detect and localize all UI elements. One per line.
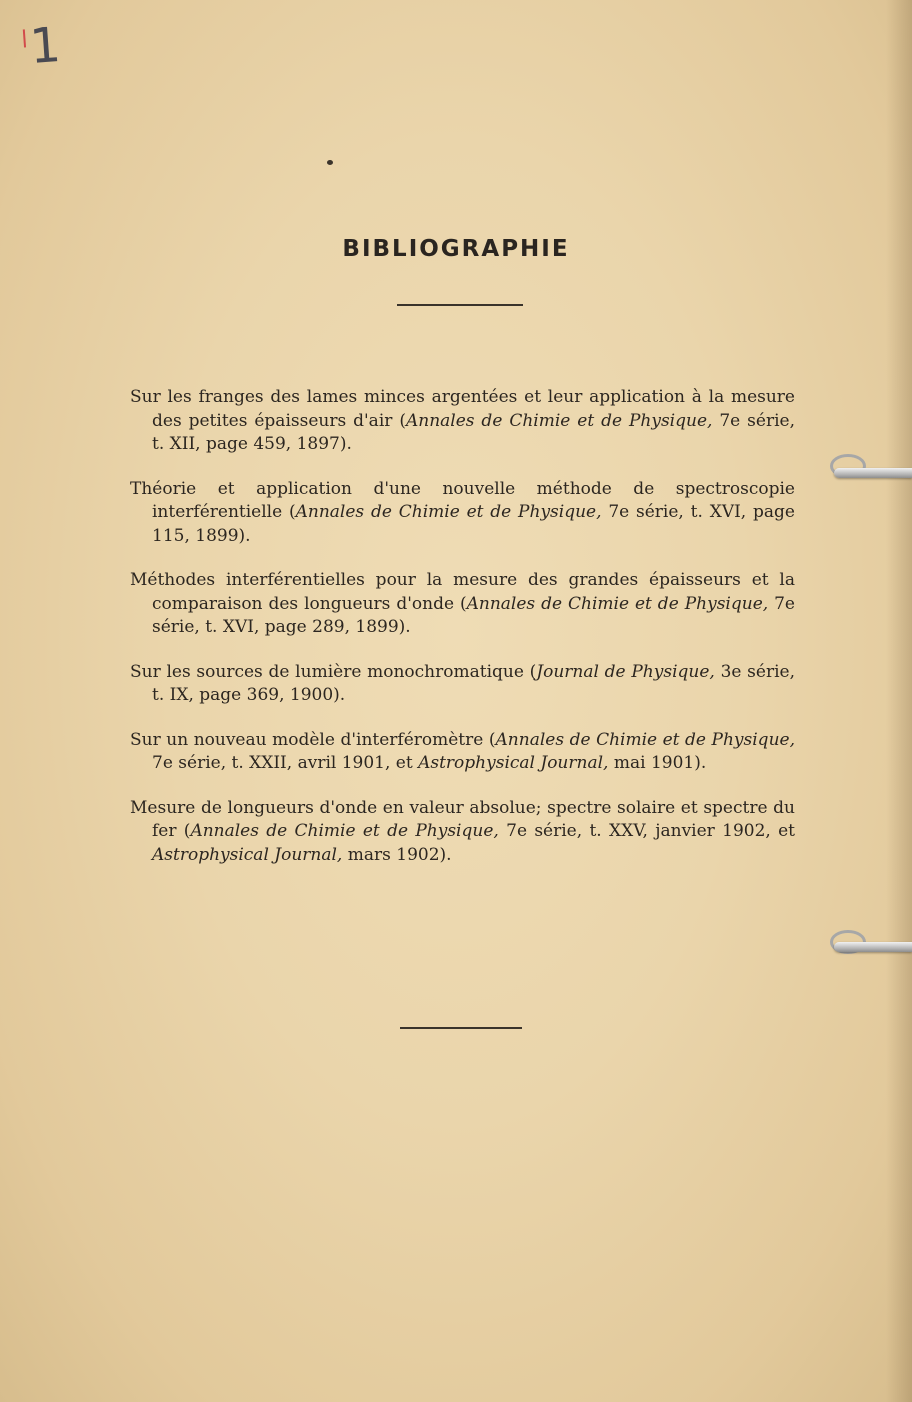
binding-staple <box>834 468 912 478</box>
entry-journal: Annales de Chimie et de Physique, <box>295 502 602 522</box>
bibliography-list <box>130 386 795 888</box>
entry-text: Théorie et application d'une nouvelle méthode de spectroscopie interférentielle <box>130 478 795 522</box>
entry-journal: Annales de Chimie et de Physique, <box>190 821 499 841</box>
entry-text: Méthodes interférentielles pour la mesure des grandes épaisseurs et la comparaison des longueurs d'onde <box>130 570 795 614</box>
entry-detail: 3e série, t. IX, page 369, 1900). <box>152 661 795 705</box>
title-rule <box>397 304 523 306</box>
entry-detail: 7e série, t. XVI, page 115, 1899). <box>152 502 795 546</box>
entry-text: Sur les sources de lumière monochromatique <box>130 661 524 682</box>
entry-text: Mesure de longueurs d'onde en valeur absolue; spectre solaire et spectre du fer <box>130 797 795 841</box>
bibliography-entry: Sur les sources de lumière monochromatique (Journal de Physique, 3e série, t. IX, page 369, 1900). <box>130 661 795 705</box>
entry-detail-secondary: mars 1902). <box>347 844 452 865</box>
entry-detail: 7e série, t. XII, page 459, 1897). <box>152 410 795 454</box>
entry-detail: 7e série, t. XXV, janvier 1902, et <box>506 821 796 841</box>
entry-journal-secondary: Astrophysical Journal, <box>152 844 343 865</box>
bibliography-entry: Théorie et application d'une nouvelle méthode de spectroscopie interférentielle (Annales de Chimie et de Physique, 7e série, t. XVI, page 115, 1899). <box>130 478 795 546</box>
bibliography-entry: Méthodes interférentielles pour la mesure des grandes épaisseurs et la comparaison des longueurs d'onde (Annales de Chimie et de Physique, 7e série, t. XVI, page 289, 1899). <box>130 570 795 637</box>
entry-journal: Annales de Chimie et de Physique, <box>495 729 795 750</box>
entry-text: Sur les franges des lames minces argentées et leur application à la mesure des petites épaisseurs d'air <box>130 387 795 431</box>
bibliography-entry: Sur les franges des lames minces argentées et leur application à la mesure des petites épaisseurs d'air (Annales de Chimie et de Physique, 7e série, t. XII, page 459, 1897). <box>130 387 795 454</box>
handwritten-page-number: 1 <box>28 17 63 75</box>
entry-journal: Journal de Physique, <box>536 661 715 682</box>
page-edge-shadow <box>886 0 912 1402</box>
entry-detail: 7e série, t. XXII, avril 1901, et <box>152 753 413 773</box>
page-title: BIBLIOGRAPHIE <box>342 236 570 262</box>
entry-journal: Annales de Chimie et de Physique, <box>405 410 713 431</box>
entry-detail: 7e série, t. XVI, page 289, 1899). <box>152 593 795 637</box>
bibliography-entry: Sur un nouveau modèle d'interféromètre (Annales de Chimie et de Physique, 7e série, t. XXII, avril 1901, et Astrophysical Journal, mai 1901). <box>130 729 795 773</box>
ink-speck <box>327 160 333 165</box>
entry-text: Sur un nouveau modèle d'interféromètre <box>130 729 484 750</box>
bibliography-entry: Mesure de longueurs d'onde en valeur absolue; spectre solaire et spectre du fer (Annales de Chimie et de Physique, 7e série, t. XXV, janvier 1902, et Astrophysical Journal, mars 1902). <box>130 797 796 865</box>
closing-rule <box>400 1027 522 1029</box>
entry-detail-secondary: mai 1901). <box>613 753 707 773</box>
entry-journal: Annales de Chimie et de Physique, <box>466 593 769 614</box>
binding-staple <box>834 942 912 952</box>
entry-journal-secondary: Astrophysical Journal, <box>418 753 609 773</box>
